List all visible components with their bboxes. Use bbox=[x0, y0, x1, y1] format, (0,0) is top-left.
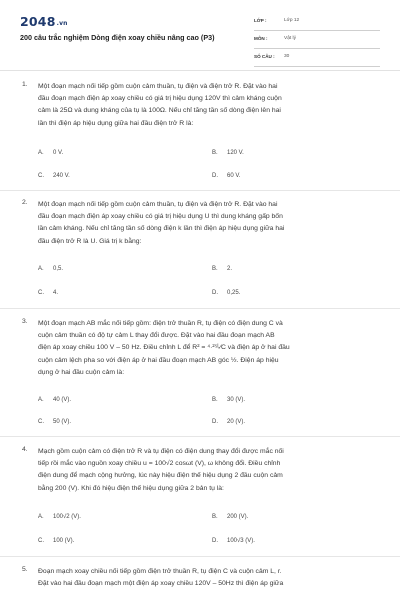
question-divider bbox=[0, 436, 400, 437]
question-line: lần thì điện áp hiệu dụng giữa hai đầu điện trở R là: bbox=[38, 119, 194, 127]
question-line: tiếp rồi mắc vào nguồn xoay chiều u = 100√2 cosωt (V), ω không đổi. Điều chỉnh bbox=[38, 460, 281, 468]
option-letter: B. bbox=[212, 397, 218, 403]
option-text: 0,5. bbox=[53, 266, 64, 272]
question-number: 3. bbox=[22, 318, 28, 325]
question-line: cuộn cảm lệch pha so với điện áp ở hai đầu đoạn mạch AB góc ½. Điện áp hiệu bbox=[38, 356, 279, 364]
question-divider bbox=[0, 308, 400, 309]
option-a[interactable] bbox=[38, 397, 71, 403]
option-text: 30 (V). bbox=[227, 397, 246, 403]
option-b[interactable] bbox=[212, 514, 248, 520]
question-line: lần cảm kháng. Nếu chỉ tăng tần số dòng điện k lần thì điện áp hiệu dụng giữa hai bbox=[38, 225, 285, 233]
option-letter: B. bbox=[212, 266, 218, 272]
question-line: Đoạn mạch xoay chiều nối tiếp gồm điện trở thuần R, tụ điện C và cuộn cảm L, r. bbox=[38, 568, 282, 575]
option-text: 50 (V). bbox=[53, 419, 72, 425]
question-text bbox=[38, 81, 384, 130]
option-text: 0,25. bbox=[227, 290, 241, 296]
option-c[interactable] bbox=[38, 173, 70, 179]
option-letter: D. bbox=[212, 538, 218, 544]
question-line: Một đoạn mạch nối tiếp gồm cuộn cảm thuần, tụ điện và điện trở R. Đặt vào hai bbox=[38, 83, 278, 90]
option-d[interactable] bbox=[212, 419, 245, 425]
question-line: Mạch gồm cuộn cảm có điện trở R và tụ điện có điện dung thay đổi được mắc nối bbox=[38, 448, 284, 455]
header-divider bbox=[0, 70, 400, 71]
meta-value: Lớp 12 bbox=[284, 18, 300, 23]
option-text: 100√3 (V). bbox=[227, 538, 255, 544]
option-text: 0 V. bbox=[53, 150, 64, 156]
option-letter: C. bbox=[38, 173, 44, 179]
question-line: đầu đoạn mạch điện áp xoay chiều có giá trị hiệu dụng 120V thì cảm kháng cuộn bbox=[38, 95, 282, 103]
question-line: đầu điện trở R là U. Giá trị k bằng: bbox=[38, 237, 142, 245]
option-c[interactable] bbox=[38, 290, 58, 296]
option-letter: A. bbox=[38, 397, 44, 403]
logo-text: 2048 bbox=[20, 14, 56, 29]
option-letter: D. bbox=[212, 290, 218, 296]
option-letter: C. bbox=[38, 538, 44, 544]
document-header bbox=[0, 0, 400, 64]
option-text: 4. bbox=[53, 290, 59, 296]
question-number: 1. bbox=[22, 81, 28, 88]
question-line: bằng 200 (V). Khi đó hiệu điện thế hiệu dụng giữa 2 bản tụ là: bbox=[38, 484, 224, 492]
question-line: Một đoạn mạch nối tiếp gồm cuộn cảm thuần, tụ điện và điện trở R. Đặt vào hai bbox=[38, 201, 278, 208]
option-letter: C. bbox=[38, 290, 44, 296]
option-text: 60 V. bbox=[227, 173, 241, 179]
option-c[interactable] bbox=[38, 538, 74, 544]
question-line: điện dung để mạch cộng hưởng, lúc này hiệu điện thế hiệu dụng 2 đầu cuộn cảm bbox=[38, 472, 283, 480]
meta-value: 30 bbox=[284, 54, 290, 59]
question-line: dụng ở hai đầu cuộn cảm là: bbox=[38, 368, 125, 376]
question-number: 5. bbox=[22, 566, 28, 573]
option-text: 100√2 (V). bbox=[53, 514, 81, 520]
logo-suffix: .vn bbox=[56, 20, 68, 27]
question-line: cảm là 25Ω và dung kháng của tụ là 100Ω. Nếu chỉ tăng tần số dòng điện lên hai bbox=[38, 107, 281, 115]
question-text bbox=[38, 318, 384, 379]
option-text: 120 V. bbox=[227, 150, 244, 156]
option-b[interactable] bbox=[212, 266, 232, 272]
option-text: 40 (V). bbox=[53, 397, 72, 403]
question-number: 2. bbox=[22, 199, 28, 206]
option-letter: A. bbox=[38, 150, 44, 156]
option-letter: C. bbox=[38, 419, 44, 425]
option-letter: A. bbox=[38, 266, 44, 272]
option-b[interactable] bbox=[212, 150, 244, 156]
question-line: cuộn cảm thuần có độ tự cảm L thay đổi được. Đặt vào hai đầu đoạn mạch AB bbox=[38, 332, 275, 340]
question-divider bbox=[0, 556, 400, 557]
option-a[interactable] bbox=[38, 150, 63, 156]
option-text: 2. bbox=[227, 266, 233, 272]
meta-label: MÔN : bbox=[254, 36, 268, 41]
option-letter: A. bbox=[38, 514, 44, 520]
site-logo[interactable] bbox=[20, 14, 68, 29]
option-d[interactable] bbox=[212, 290, 240, 296]
option-d[interactable] bbox=[212, 538, 255, 544]
option-text: 100 (V). bbox=[53, 538, 75, 544]
option-text: 200 (V). bbox=[227, 514, 249, 520]
option-a[interactable] bbox=[38, 266, 63, 272]
question-line: điện áp xoay chiều 100 V – 50 Hz. Điều chỉnh L để R² = ⁴·²⁵ᴸ⁄C và điện áp ở hai đầu bbox=[38, 344, 290, 352]
option-c[interactable] bbox=[38, 419, 71, 425]
option-letter: B. bbox=[212, 150, 218, 156]
meta-row-count bbox=[254, 52, 380, 67]
option-text: 20 (V). bbox=[227, 419, 246, 425]
meta-row-subject bbox=[254, 34, 380, 49]
question-text bbox=[38, 446, 384, 495]
option-b[interactable] bbox=[212, 397, 245, 403]
option-text: 240 V. bbox=[53, 173, 70, 179]
meta-value: Vật lý bbox=[284, 36, 296, 41]
option-letter: B. bbox=[212, 514, 218, 520]
option-letter: D. bbox=[212, 173, 218, 179]
question-line: đầu đoạn mạch điện áp xoay chiều có giá trị hiệu dụng U thì dung kháng gấp bốn bbox=[38, 213, 283, 221]
document-meta bbox=[254, 16, 380, 70]
question-line: Đặt vào hai đầu đoạn mạch một điện áp xoay chiều 120V – 50Hz thì điện áp giữa bbox=[38, 580, 284, 588]
question-divider bbox=[0, 190, 400, 191]
question-text bbox=[38, 566, 384, 590]
option-letter: D. bbox=[212, 419, 218, 425]
question-line: Một đoạn mạch AB mắc nối tiếp gồm: điện trở thuần R, tụ điện có điện dung C và bbox=[38, 320, 283, 327]
meta-row-class bbox=[254, 16, 380, 31]
question-number: 4. bbox=[22, 446, 28, 453]
option-a[interactable] bbox=[38, 514, 81, 520]
question-text bbox=[38, 199, 384, 248]
option-d[interactable] bbox=[212, 173, 240, 179]
meta-label: SỐ CÂU : bbox=[254, 54, 275, 59]
document-title: 200 câu trắc nghiệm Dòng điện xoay chiều nâng cao (P3) bbox=[20, 33, 215, 42]
meta-label: LỚP : bbox=[254, 18, 267, 23]
